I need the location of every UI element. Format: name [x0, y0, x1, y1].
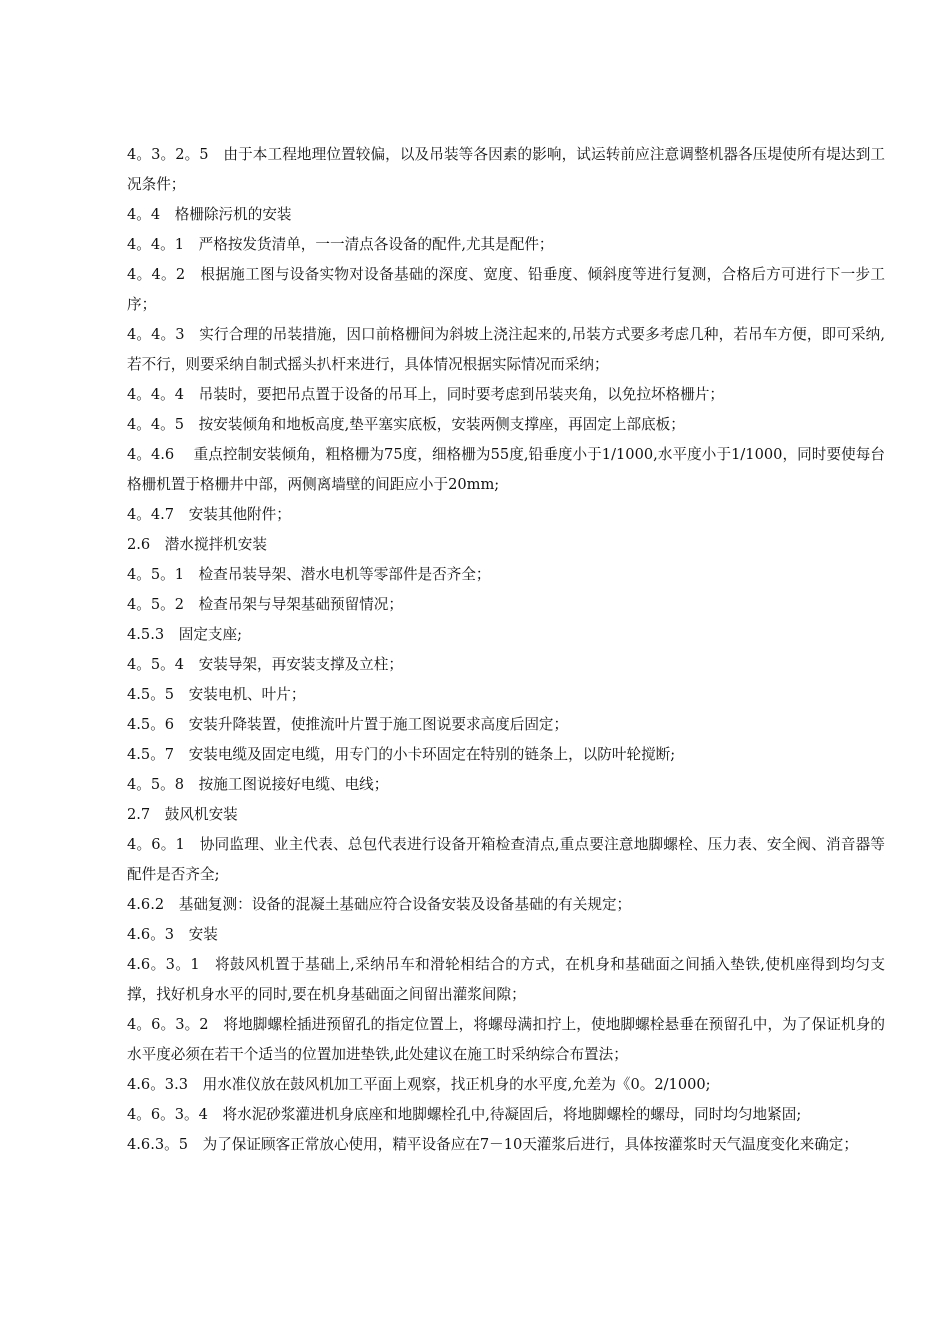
paragraph: 4.5。7 安装电缆及固定电缆，用专门的小卡环固定在特别的链条上，以防叶轮搅断; [127, 746, 676, 763]
paragraph: 4。6。3。2 将地脚螺栓插进预留孔的指定位置上，将螺母满扣拧上，使地脚螺栓悬垂在预留孔中，为了保证机身的水平度必须在若干个适当的位置加进垫铁,此处建议在施工时采纳综合布置法； [127, 1016, 885, 1063]
paragraph: 4。6。3。4 将水泥砂浆灌进机身底座和地脚螺栓孔中,待凝固后，将地脚螺栓的螺母，同时均匀地紧固; [127, 1106, 802, 1123]
paragraph: 4。5。4 安装导架，再安装支撑及立柱； [127, 656, 403, 673]
section-heading: 2.7 鼓风机安装 [127, 806, 238, 823]
paragraph: 4.6。3 安装 [127, 926, 218, 943]
paragraph: 4.6。3.3 用水准仪放在鼓风机加工平面上观察，找正机身的水平度,允差为《0。2/1000; [127, 1076, 711, 1093]
paragraph: 4。4。5 按安装倾角和地板高度,垫平塞实底板，安装两侧支撑座，再固定上部底板； [127, 416, 685, 433]
paragraph: 4.6.3。5 为了保证顾客正常放心使用，精平设备应在7－10天灌浆后进行，具体按灌浆时天气温度变化来确定； [127, 1136, 858, 1153]
paragraph: 4。6。1 协同监理、业主代表、总包代表进行设备开箱检查清点,重点要注意地脚螺栓、压力表、安全阀、消音器等配件是否齐全; [127, 836, 885, 883]
paragraph: 4。5。2 检查吊架与导架基础预留情况； [127, 596, 403, 613]
paragraph: 4.5.3 固定支座; [127, 626, 243, 643]
paragraph: 4.5。6 安装升降装置，使推流叶片置于施工图说要求高度后固定； [127, 716, 569, 733]
paragraph: 4。5。1 检查吊装导架、潜水电机等零部件是否齐全； [127, 566, 491, 583]
section-heading: 4。4 格栅除污机的安装 [127, 206, 292, 223]
paragraph: 4。4。1 严格按发货清单，一一清点各设备的配件,尤其是配件； [127, 236, 554, 253]
paragraph: 4。4。3 实行合理的吊装措施，因口前格栅间为斜坡上浇注起来的,吊装方式要多考虑几种，若吊车方便，即可采纳,若不行，则要采纳自制式摇头扒杆来进行，具体情况根据实际情况而采纳； [127, 326, 885, 373]
paragraph: 4。4。4 吊装时，要把吊点置于设备的吊耳上，同时要考虑到吊装夹角，以免拉坏格栅片； [127, 386, 725, 403]
section-heading: 2.6 潜水搅拌机安装 [127, 536, 267, 553]
paragraph: 4。3。2。5 由于本工程地理位置较偏，以及吊装等各因素的影响，试运转前应注意调整机器各压堤使所有堤达到工况条件； [127, 146, 885, 193]
paragraph: 4.5。5 安装电机、叶片； [127, 686, 306, 703]
paragraph: 4。4.7 安装其他附件； [127, 506, 291, 523]
paragraph: 4。4。2 根据施工图与设备实物对设备基础的深度、宽度、铅垂度、倾斜度等进行复测，合格后方可进行下一步工序； [127, 266, 885, 313]
paragraph: 4.6.2 基础复测：设备的混凝土基础应符合设备安装及设备基础的有关规定； [127, 896, 632, 913]
paragraph: 4。4.6 重点控制安装倾角，粗格栅为75度，细格栅为55度,铅垂度小于1/1000,水平度小于1/1000，同时要使每台格栅机置于格栅井中部，两侧离墙壁的间距应小于20mm; [127, 446, 885, 493]
paragraph: 4.6。3。1 将鼓风机置于基础上,采纳吊车和滑轮相结合的方式，在机身和基础面之间插入垫铁,使机座得到均匀支撑，找好机身水平的同时,要在机身基础面之间留出灌浆间隙； [127, 956, 885, 1003]
document-body [127, 140, 885, 1160]
paragraph: 4。5。8 按施工图说接好电缆、电线； [127, 776, 389, 793]
